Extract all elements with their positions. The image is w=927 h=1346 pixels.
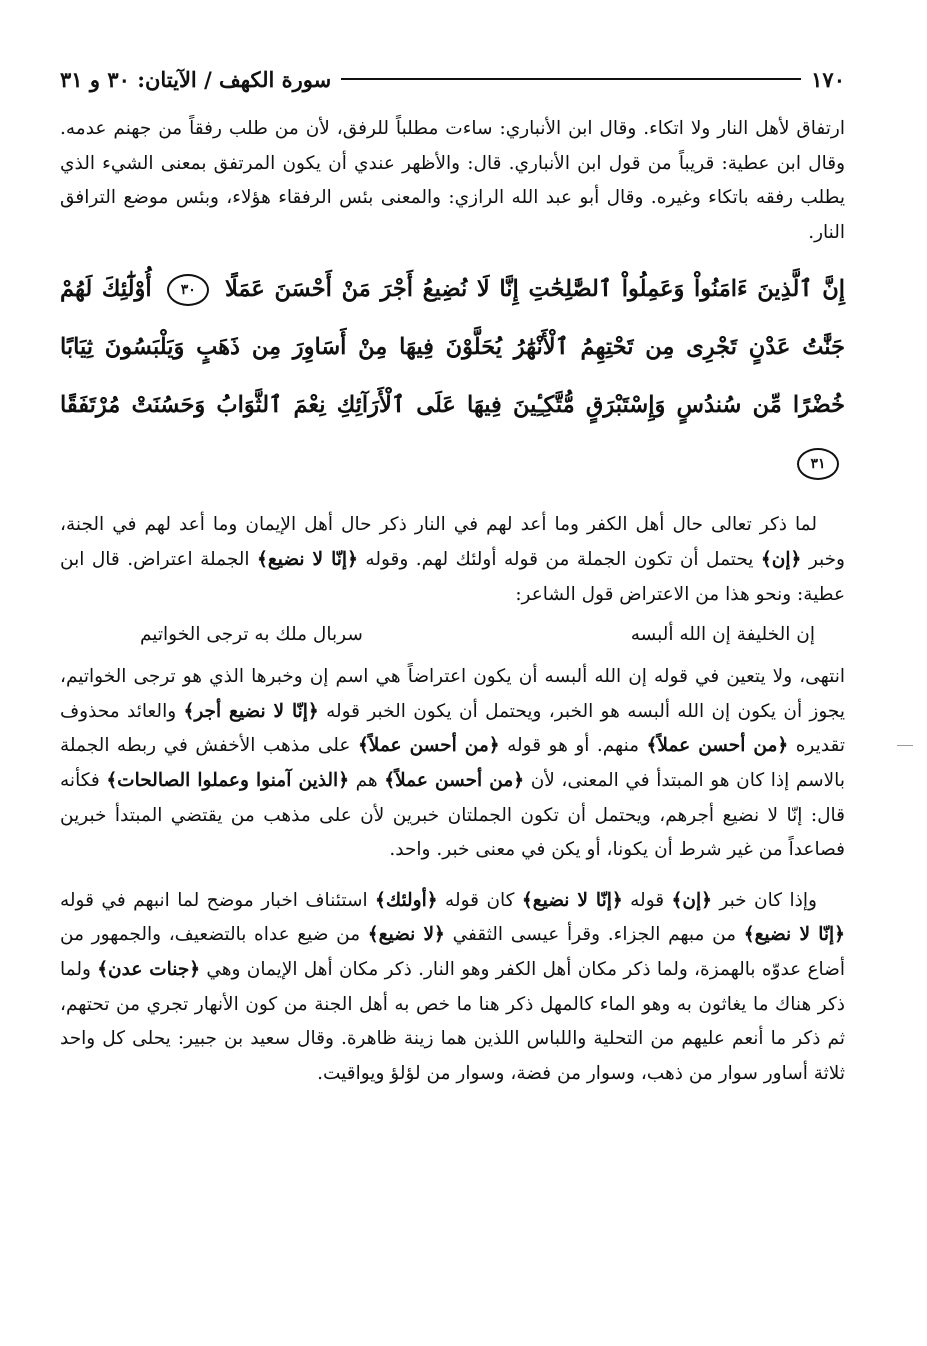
para3-quote-4: ﴿إنّا لا نضيع﴾ (743, 924, 845, 946)
para3-quote-3: ﴿أولئك﴾ (375, 889, 438, 911)
ayah-30-marker: ٣٠ (167, 274, 209, 306)
page-header (60, 62, 845, 96)
para3-text-4: استئناف اخبار موضح لما انبهم في قوله (60, 889, 376, 911)
para1-text-1: لما ذكر تعالى حال أهل الكفر وما أعد لهم في النار ذكر حال أهل الإيمان وما أعد لهم في الجنة، وخبر (60, 514, 845, 570)
para2-quote-5: ﴿الذين آمنوا وعملوا الصالحات﴾ (106, 769, 350, 791)
ayah-31-marker: ٣١ (797, 448, 839, 480)
poetry-verse (60, 612, 845, 660)
para3-text-3: كان قوله (437, 889, 522, 911)
para3-quote-2: ﴿إنّا لا نضيع﴾ (521, 889, 623, 911)
para3-text-6: من ضيع عداه بالتضعيف، والجمهور من أضاع عدوّه بالهمزة، ولما ذكر مكان أهل الكفر وهو النار. ذكر مكان أهل الإيمان وهي (60, 924, 845, 980)
para2-text-5: هم (349, 769, 385, 791)
para2-text-2: والعائد محذوف تقديره (60, 700, 845, 757)
para1-quote-1: ﴿إن﴾ (760, 548, 802, 570)
para3-text-2: قوله (622, 889, 672, 911)
header-rule (341, 78, 801, 80)
para2-text-6: فكأنه قال: إنّا لا نضيع أجرهم، ويحتمل أن تكون الجملتان خبرين لأن على مذهب من يقتضي المبتدأ خبرين فصاعداً من غير شرط أن يكونا، أو يكن في معنى خبر. واحد. (60, 769, 845, 861)
para2-quote-3: ﴿من أحسن عملاً﴾ (357, 735, 500, 757)
page-number: ١٧٠ (811, 66, 845, 92)
surah-title: سورة الكهف / الآيتان: ٣٠ و ٣١ (60, 66, 332, 92)
para2-quote-1: ﴿إنّا لا نضيع أجر﴾ (183, 700, 319, 722)
para1-quote-2: ﴿إنّا لا نضيع﴾ (257, 548, 358, 570)
para1-text-3: الجملة اعتراض. قال ابن عطية: ونحو هذا من الاعتراض قول الشاعر: (60, 548, 845, 605)
verse-second-hemistich: سربال ملك به ترجى الخواتيم (140, 624, 363, 646)
intro-paragraph: ارتفاق لأهل النار ولا اتكاء. وقال ابن الأنباري: ساءت مطلباً للرفق، لأن من طلب رفقاً من جهنم عدمه. وقال ابن عطية: قريباً من قول ابن الأنباري. قال: والأظهر عندي أن يكون المرتفق بمعنى الشيء الذي يطلب رفقه باتكاء وغيره. وقال أبو عبد الله الرازي: والمعنى بئس الرفقاء هؤلاء، وبئس موضع الترافق النار. (60, 118, 845, 243)
para3-quote-1: ﴿إن﴾ (671, 889, 712, 911)
para2-text-1: انتهى، ولا يتعين في قوله إن الله ألبسه أن يكون اعتراضاً هي اسم إن وخبرها الذي هو ترجى الخواتيم، يجوز أن يكون إن الله ألبسه هو الخبر، ويحتمل أن يكون الخبر قوله (60, 666, 845, 722)
para2-quote-2: ﴿من أحسن عملاً﴾ (646, 735, 789, 757)
para3-quote-6: ﴿جنات عدن﴾ (97, 958, 201, 980)
para3-quote-5: ﴿لا نضيع﴾ (367, 924, 445, 946)
para2-quote-4: ﴿من أحسن عملاً﴾ (384, 769, 525, 791)
para2-text-4: على مذهب الأخفش في ربطه الجملة بالاسم إذا كان هو المبتدأ في المعنى، لأن (60, 735, 845, 791)
verse-first-hemistich: إن الخليفة إن الله ألبسه (630, 624, 815, 646)
para3-text-5: من مبهم الجزاء. وقرأ عيسى الثقفي (444, 924, 744, 946)
margin-tick (897, 745, 913, 746)
para3-text-7: ولما ذكر هناك ما يغاثون به وهو الماء كالمهل ذكر هنا ما خص به أهل الجنة من كون الأنهار تجري من تحتهم، ثم ذكر ما أنعم عليهم من التحلية واللباس اللذين هما زينة ظاهرة. وقال سعيد بن جبير: يحلى كل واحد ثلاثة أساور سوار من ذهب، وسوار من فضة، وسوار من لؤلؤ ويواقيت. (60, 958, 845, 1084)
para1-text-2: يحتمل أن تكون الجملة من قوله أولئك لهم. وقوله (357, 548, 761, 570)
para3-text-1: وإذا كان خبر (711, 889, 817, 911)
page-body (60, 112, 845, 1091)
para2-text-3: منهم. أو هو قوله (499, 735, 647, 757)
ayah-30-text: إِنَّ ٱلَّذِينَ ءَامَنُواْ وَعَمِلُواْ ٱلصَّٰلِحَٰتِ إِنَّا لَا نُضِيعُ أَجْرَ مَنْ أَحْسَنَ عَمَلًا (224, 276, 845, 303)
quran-verses (60, 260, 845, 492)
ayah-31-text: أُوْلَٰٓئِكَ لَهُمْ جَنَّٰتُ عَدْنٍ تَجْرِى مِن تَحْتِهِمُ ٱلْأَنْهَٰرُ يُحَلَّوْنَ فِيهَا مِنْ أَسَاوِرَ مِن ذَهَبٍ وَيَلْبَسُونَ ثِيَابًا خُضْرًا مِّن سُندُسٍ وَإِسْتَبْرَقٍ مُّتَّكِـِٔينَ فِيهَا عَلَى ٱلْأَرَآئِكِ نِعْمَ ٱلثَّوَابُ وَحَسُنَتْ مُرْتَفَقًا (60, 276, 845, 419)
commentary-paragraph-2 (60, 660, 845, 868)
commentary-paragraph-1 (60, 508, 845, 612)
commentary-paragraph-3 (60, 884, 845, 1092)
